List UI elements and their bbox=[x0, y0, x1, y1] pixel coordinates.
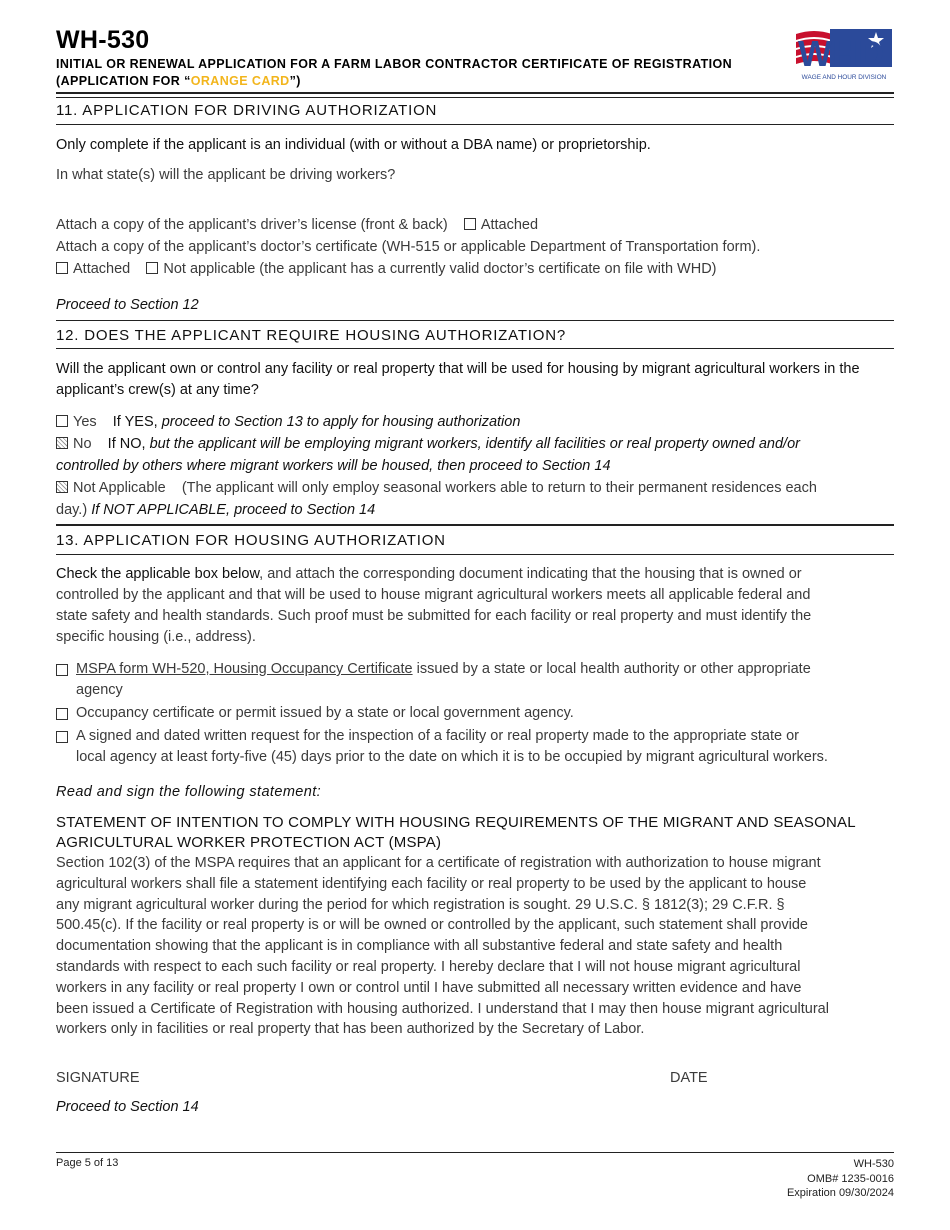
page-number: Page 5 of 13 bbox=[56, 1157, 119, 1169]
na-text-line-2: day.) bbox=[56, 502, 88, 518]
read-sign-heading: Read and sign the following statement: bbox=[56, 784, 322, 800]
footer-omb: OMB# 1235-0016 bbox=[807, 1172, 894, 1185]
doctor-na-label: Not applicable (the applicant has a currently valid doctor’s certificate on file with WHD) bbox=[163, 261, 717, 277]
statement-line: been issued a Certificate of Registration with housing authorized. I understand that I may then house migrant agricultural bbox=[56, 1000, 829, 1017]
footer-form-id: WH-530 bbox=[853, 1158, 894, 1170]
statement-line: any migrant agricultural worker during the period for which registration is sought. 29 U.S.C. § 1812(3); 29 C.F.R. § bbox=[56, 896, 785, 913]
statement-line: Section 102(3) of the MSPA requires that an applicant for a certificate of registration with authorization to house migrant bbox=[56, 855, 821, 871]
footer-form-info bbox=[787, 1157, 894, 1201]
option-inspection-line-2: local agency at least forty-five (45) days prior to the date on which it is to be occupied by migrant agricultural workers. bbox=[76, 749, 828, 765]
housing-question: Will the applicant own or control any facility or real property that will be used for housing by migrant agricultural workers in the applicant’s crew(s) at any time? bbox=[56, 361, 860, 398]
statement-line: workers in any facility or real property I own or control until I have submitted all necessary written evidence and have bbox=[56, 979, 802, 996]
housing-na-row-2 bbox=[56, 500, 894, 521]
checkbox-icon bbox=[56, 481, 68, 493]
footer-divider bbox=[56, 1152, 894, 1153]
na-proceed: If NOT APPLICABLE, proceed to Section 14 bbox=[91, 502, 376, 518]
form-id: WH-530 bbox=[56, 26, 150, 54]
checkbox-icon bbox=[56, 415, 68, 427]
doctor-na-checkbox[interactable] bbox=[146, 261, 716, 277]
proceed-section-12: Proceed to Section 12 bbox=[56, 297, 199, 313]
section-13-divider bbox=[56, 554, 894, 555]
form-page bbox=[56, 0, 894, 1230]
driving-states-question: In what state(s) will the applicant be driving workers? bbox=[56, 167, 396, 183]
logo-text: WHD bbox=[798, 33, 884, 74]
housing-intro-line-4: specific housing (i.e., address). bbox=[56, 629, 256, 645]
option-wh520-line-2: agency bbox=[76, 682, 123, 698]
license-text: Attach a copy of the applicant’s driver’s license (front & back) bbox=[56, 217, 448, 233]
option-wh520-rest: issued by a state or local health authority or other appropriate bbox=[412, 661, 811, 677]
yes-lead: If YES, bbox=[112, 414, 158, 430]
section-13-top-divider bbox=[56, 524, 894, 526]
checkbox-icon bbox=[56, 437, 68, 449]
no-instruction-line-2: controlled by others where migrant workers will be housed, then proceed to Section 14 bbox=[56, 458, 611, 474]
option-inspection-request[interactable] bbox=[56, 726, 894, 768]
subtitle-prefix: (APPLICATION FOR “ bbox=[56, 74, 191, 88]
section-11-title: 11. APPLICATION FOR DRIVING AUTHORIZATION bbox=[56, 102, 438, 119]
date-label: DATE bbox=[670, 1070, 708, 1086]
housing-na-checkbox[interactable] bbox=[56, 480, 166, 496]
checkbox-icon bbox=[464, 218, 476, 230]
housing-intro-line-1 bbox=[56, 564, 894, 585]
housing-no-row bbox=[56, 434, 894, 455]
option-occupancy-text: Occupancy certificate or permit issued by a state or local government agency. bbox=[76, 705, 574, 721]
statement-line: standards with respect to each such facility or real property. I hereby declare that I will not house migrant agricultural bbox=[56, 958, 801, 975]
orange-card-highlight: ORANGE CARD bbox=[190, 74, 290, 88]
section-12-top-divider bbox=[56, 320, 894, 321]
subtitle-line-1: INITIAL OR RENEWAL APPLICATION FOR A FARM LABOR CONTRACTOR CERTIFICATE OF REGISTRATION bbox=[56, 57, 733, 71]
housing-no-checkbox[interactable] bbox=[56, 436, 92, 452]
doctor-attached-checkbox[interactable] bbox=[56, 261, 130, 277]
signature-label: SIGNATURE bbox=[56, 1070, 140, 1086]
footer-expiration: Expiration 09/30/2024 bbox=[786, 1187, 894, 1199]
checkbox-icon bbox=[146, 262, 158, 274]
license-row bbox=[56, 215, 894, 236]
checkbox-icon bbox=[56, 262, 68, 274]
option-wh520[interactable] bbox=[56, 659, 894, 701]
na-text-line-1: (The applicant will only employ seasonal workers able to return to their permanent residences each bbox=[181, 480, 817, 496]
statement-line: agricultural workers shall file a statement identifying each facility or real property to be used by the applicant to house bbox=[56, 875, 807, 892]
statement-line: documentation showing that the applicant is in compliance with all substantive federal and state safety and health bbox=[56, 938, 783, 955]
logo-caption: WAGE AND HOUR DIVISION bbox=[801, 74, 887, 81]
date-field[interactable] bbox=[670, 1068, 894, 1089]
housing-intro-line-2: controlled by the applicant and that will be used to house migrant agricultural workers meets all applicable federal and bbox=[56, 587, 811, 603]
statement-line: workers only in facilities or real property that has been authorized by the Secretary of Labor. bbox=[56, 1021, 645, 1038]
license-attached-label: Attached bbox=[480, 217, 539, 233]
no-label: No bbox=[73, 436, 92, 452]
doctor-attached-label: Attached bbox=[73, 261, 131, 277]
doctor-cert-text: Attach a copy of the applicant’s doctor’s certificate (WH-515 or applicable Department of Transportation form). bbox=[56, 239, 761, 255]
section-12-divider bbox=[56, 348, 894, 349]
no-instruction-line-1: but the applicant will be employing migrant workers, identify all facilities or real property owned and/or bbox=[149, 436, 800, 452]
doctor-cert-row bbox=[56, 259, 894, 280]
housing-intro-lead: Check the applicable box below bbox=[56, 566, 260, 582]
yes-label: Yes bbox=[73, 414, 97, 430]
housing-intro-rest: , and attach the corresponding document indicating that the housing that is owned or bbox=[259, 566, 802, 582]
subtitle-suffix: ”) bbox=[289, 74, 301, 88]
form-subtitle bbox=[56, 56, 732, 90]
form-header bbox=[56, 22, 894, 94]
header-divider bbox=[56, 92, 894, 98]
section-12-title: 12. DOES THE APPLICANT REQUIRE HOUSING AUTHORIZATION? bbox=[56, 327, 566, 344]
yes-instruction: proceed to Section 13 to apply for housing authorization bbox=[161, 414, 521, 430]
checkbox-icon bbox=[56, 731, 68, 743]
wh520-link[interactable]: MSPA form WH-520, Housing Occupancy Certificate bbox=[76, 661, 413, 677]
section-11-divider bbox=[56, 124, 894, 125]
na-label: Not Applicable bbox=[73, 480, 166, 496]
proceed-section-14: Proceed to Section 14 bbox=[56, 1099, 199, 1115]
option-wh520-line-1 bbox=[76, 659, 894, 680]
checkbox-icon bbox=[56, 708, 68, 720]
whd-logo bbox=[794, 26, 894, 82]
checkbox-icon bbox=[56, 664, 68, 676]
housing-intro-line-3: state safety and health standards. Such proof must be submitted for each facility or real property and must identify the bbox=[56, 608, 812, 624]
license-attached-checkbox[interactable] bbox=[464, 217, 538, 233]
housing-na-row bbox=[56, 478, 894, 499]
housing-yes-checkbox[interactable] bbox=[56, 414, 97, 430]
section-11-instruction: Only complete if the applicant is an individual (with or without a DBA name) or proprietorship. bbox=[56, 137, 651, 153]
subtitle-line-2 bbox=[56, 73, 732, 90]
housing-yes-row bbox=[56, 412, 894, 433]
no-lead: If NO, bbox=[107, 436, 146, 452]
section-13-title: 13. APPLICATION FOR HOUSING AUTHORIZATION bbox=[56, 532, 446, 549]
statement-title-line-1: STATEMENT OF INTENTION TO COMPLY WITH HOUSING REQUIREMENTS OF THE MIGRANT AND SEASONAL bbox=[56, 814, 856, 831]
statement-line: 500.45(c). If the facility or real property is or will be owned or controlled by the applicant, such statement shall provide bbox=[56, 917, 808, 934]
option-occupancy-certificate[interactable] bbox=[56, 703, 894, 724]
option-inspection-line-1: A signed and dated written request for the inspection of a facility or real property made to the appropriate state or bbox=[76, 728, 800, 744]
statement-title-line-2: AGRICULTURAL WORKER PROTECTION ACT (MSPA) bbox=[56, 834, 442, 851]
statement-body bbox=[56, 853, 894, 1040]
